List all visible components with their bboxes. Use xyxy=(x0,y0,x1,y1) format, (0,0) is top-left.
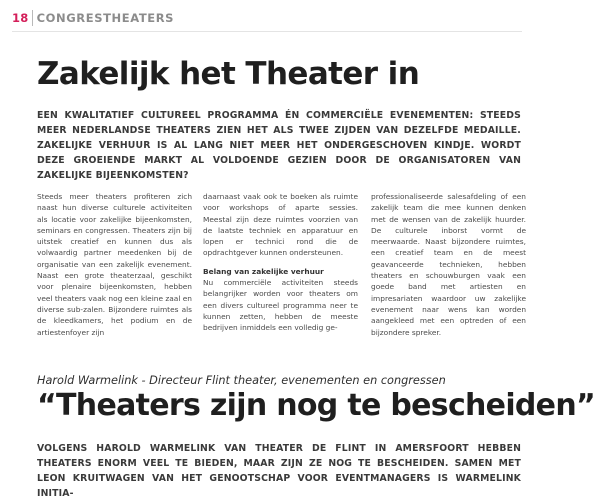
column-2-text: daarnaast vaak ook te boeken als ruimte voor workshops of aparte sessies. Meestal zijn deze ruimtes voorzien van de laatste techniek en apparatuur en lopen er technici rond die de opdrachtgever kunnen ondersteunen. xyxy=(203,192,358,258)
header-rule xyxy=(12,31,522,32)
body-column-3: professionaliseerde salesafdeling of een zakelijk team die mee kunnen denken met de wensen van de zakelijk huurder. De culturele inborst vormt de meerwaarde. Naast bijzondere ruimtes, een creatief team en de meest geavanceerde technieken, hebben theaters en schouwburgen vaak een goede band met artiesten en impresariaten waardoor uw zakelijke evenement naar wens kan worden aangekleed met een optreden of een bijzondere spreker. xyxy=(371,192,526,337)
interview-author-line: Harold Warmelink - Directeur Flint theater, evenementen en congressen xyxy=(37,374,446,387)
article-title: Zakelijk het Theater in xyxy=(37,56,420,92)
header-separator xyxy=(32,10,33,26)
body-column-2 xyxy=(203,191,358,334)
article-intro: EEN KWALITATIEF CULTUREEL PROGRAMMA ÉN COMMERCIËLE EVENEMENTEN: STEEDS MEER NEDERLANDSE THEATERS ZIEN HET ALS TWEE ZIJDEN VAN DEZELFDE MEDAILLE. ZAKELIJKE VERHUUR IS AL LANG NIET MEER HET ONDERGESCHOVEN KINDJE. WORDT DEZE GROEIENDE MARKT AL VOLDOENDE GEZIEN DOOR DE ORGANISATOREN VAN ZAKELIJKE BIJEENKOMSTEN? xyxy=(37,110,521,181)
column-2-continuation: Nu commerciële activiteiten steeds belangrijker worden voor theaters om een divers cultureel programma neer te kunnen zetten, hebben de meeste bedrijven inmiddels een volledig ge- xyxy=(203,278,358,333)
section-title: CONGRESTHEATERS xyxy=(36,11,175,25)
subheading: Belang van zakelijke verhuur xyxy=(203,266,324,276)
page-number: 18 xyxy=(12,11,29,25)
page-header xyxy=(12,10,174,32)
body-column-1: Steeds meer theaters profiteren zich naast hun diverse culturele activiteiten als locatie voor zakelijke bijeenkomsten, seminars en congressen. Theaters zijn bij uitstek creatief en kunnen dus als volwaardig partner meedenken bij de organisatie van een zakelijk evenement. Naast een grote theaterzaal, geschikt voor plenaire bijeenkomsten, hebben veel theaters vaak nog een kleine zaal en diverse sub-zalen. Bijzondere ruimtes als de kleedkamers, het podium en de artiestenfoyer zijn xyxy=(37,192,192,337)
quote-headline: “Theaters zijn nog te bescheiden” xyxy=(37,388,595,423)
second-article-intro: VOLGENS HAROLD WARMELINK VAN THEATER DE FLINT IN AMERSFOORT HEBBEN THEATERS ENORM VEEL TE BIEDEN, MAAR ZIJN ZE NOG TE BESCHEIDEN. SAMEN MET LEON KRUITWAGEN VAN HET GENOOTSCHAP VOOR EVENTMANAGERS IS WARMELINK INITIA- xyxy=(37,443,521,499)
